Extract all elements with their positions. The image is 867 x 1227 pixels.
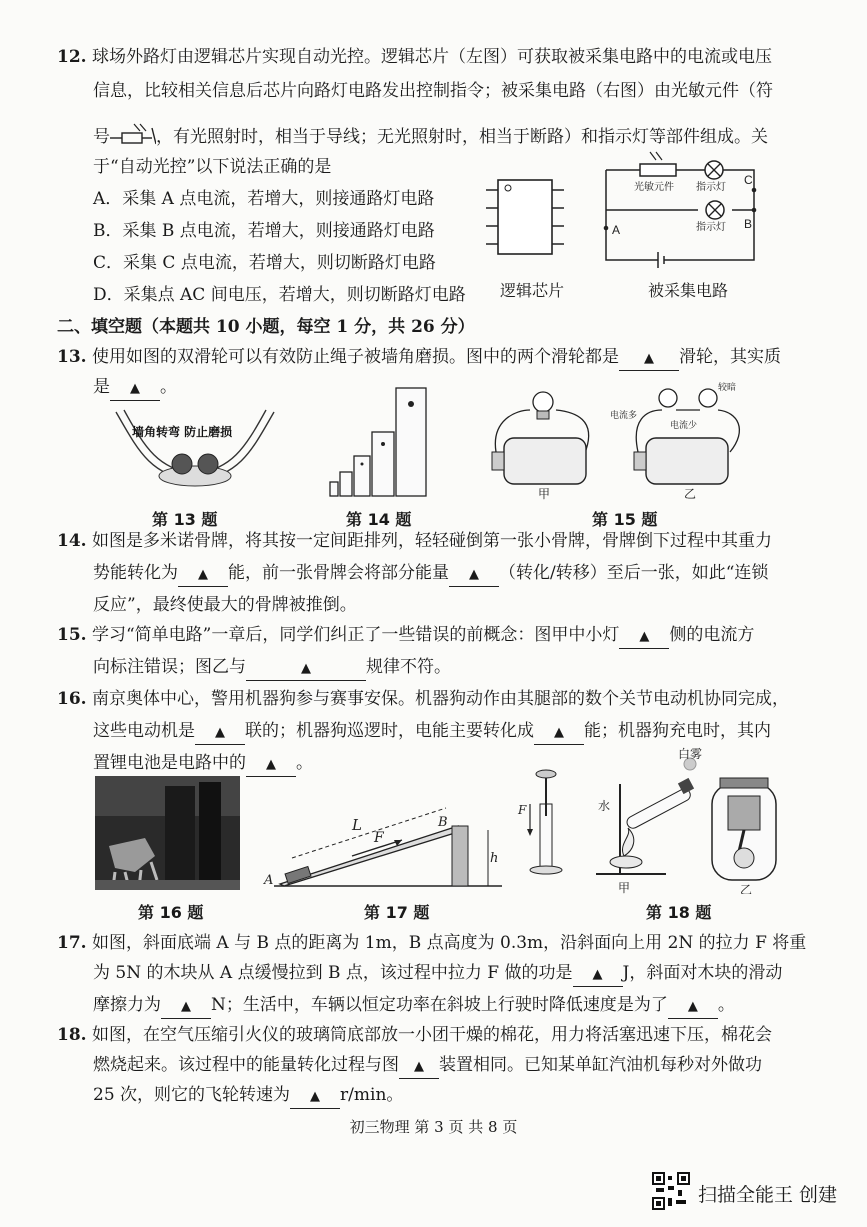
q13-text-1b: 滑轮，其实质 [678,347,781,367]
blank-mark: ▲ [181,999,191,1014]
q13-number: 13. [57,347,87,367]
q18-text-3a: 25 次，则它的飞轮转速为 [93,1085,291,1105]
q17-text-3c: 。 [717,995,735,1015]
bulb-yi-1-icon [659,389,677,407]
point-b-label: B [744,217,753,231]
label-A: A [264,873,274,888]
label-fog: 白雾 [678,747,703,761]
q12-line4: 于“自动光控”以下说法正确的是 [93,157,332,177]
q16-text-1: 南京奥体中心，警用机器狗参与赛事安保。机器狗动作由其腿部的数个关节电动机协同完成， [91,689,789,709]
q12-text-1: 球场外路灯由逻辑芯片实现自动光控。逻辑芯片（左图）可获取被采集电路中的电流或电压 [91,47,772,67]
blank-mark: ▲ [554,725,564,740]
circuit-jia [492,392,589,484]
label-h: h [490,851,499,866]
q14-text-1: 如图是多米诺骨牌，将其按一定间距排列，轻轻碰倒第一张小骨牌，骨牌倒下过程中其重力 [91,531,772,551]
energy-devices-figure [516,744,786,894]
q16-blank-2[interactable] [534,720,584,745]
q18-number: 18. [57,1025,87,1045]
q15-blank-2[interactable] [246,656,366,681]
steam-test-tube [596,747,702,894]
q18-blank-2[interactable] [290,1084,340,1109]
q15-text-2a: 向标注错误；图乙与 [93,657,246,677]
point-c-label: C [744,173,753,187]
q14-blank-2[interactable] [449,562,499,587]
qr-code-icon [652,1172,690,1210]
engine-cylinder-icon [712,778,776,894]
q13-text-1a: 使用如图的双滑轮可以有效防止绳子被墙角磨损。图中的两个滑轮都是 [91,347,619,367]
blank-mark: ▲ [592,967,603,982]
q13-line1 [57,346,781,371]
domino-figure [328,380,428,500]
q18-blank-1[interactable] [399,1054,439,1079]
q12-option-a: A．采集 A 点电流，若增大，则接通路灯电路 [93,189,435,209]
logic-chip-caption: 逻辑芯片 [500,281,565,300]
blank-mark: ▲ [639,629,650,644]
q16-text-2c: 能；机器狗充电时，其内 [584,721,771,741]
q12-text-3b: ，有光照射时，相当于导线；无光照射时，相当于断路）和指示灯等部件组成。关 [156,127,768,147]
q18-text-1: 如图，在空气压缩引火仪的玻璃筒底部放一小团干燥的棉花，用力将活塞迅速下压，棉花会 [91,1025,772,1045]
q12-number: 12. [57,47,87,67]
label-F-18: F [518,803,527,817]
caption-q18: 第 18 题 [646,903,712,922]
q13-figure-text: 墙角转弯 防止磨损 [132,425,233,439]
q18-line3 [93,1084,403,1109]
label-water: 水 [598,799,611,813]
q17-number: 17. [57,933,87,953]
q17-line3 [93,994,735,1019]
q17-line2 [93,962,782,987]
robot-dog-photo [95,776,240,890]
q14-line3: 反应”，最终使最大的骨牌被推倒。 [93,595,357,615]
q17-text-3b: N；生活中，车辆以恒定功率在斜坡上行驶时降低速度是为了 [211,995,668,1015]
q14-text-2a: 势能转化为 [93,563,178,583]
q14-blank-1[interactable] [178,562,228,587]
label-F: F [374,830,384,846]
bulb-jia-icon [533,392,553,412]
blank-mark: ▲ [469,567,479,582]
label-B: B [438,815,448,830]
q16-text-2b: 联的；机器狗巡逻时，电能主要转化成 [245,721,534,741]
q14-line2 [93,562,768,587]
q14-text-2b: 能，前一张骨牌会将部分能量 [228,563,449,583]
q12-line2: 信息，比较相关信息后芯片向路灯电路发出控制指令；被采集电路（右图）由光敏元件（符 [93,81,773,101]
q16-blank-3[interactable] [246,752,296,777]
q17-text-2b: J，斜面对木块的滑动 [622,963,783,983]
q12-option-d: D．采集点 AC 间电压，若增大，则切断路灯电路 [93,285,466,305]
indicator-lamp-1-icon [705,161,723,179]
q17-blank-2[interactable] [161,994,211,1019]
circuit-yi [610,381,739,484]
blank-mark: ▲ [266,757,276,772]
caption-q13: 第 13 题 [152,510,218,529]
q14-line1 [57,530,772,552]
flame-icon [622,828,633,856]
q17-line1 [57,932,806,954]
sampled-circuit-caption: 被采集电路 [648,281,729,300]
logic-chip-figure [480,172,570,262]
caption-q16: 第 16 题 [138,903,204,922]
q14-number: 14. [57,531,87,551]
q15-text-1b: 侧的电流方 [669,625,755,645]
q15-line2 [93,656,451,681]
q12-text-3a: 号 [93,127,110,147]
q12-line3 [93,122,768,148]
q13-line2 [93,376,177,401]
current-more-label: 电流多 [610,411,638,421]
q16-text-2a: 这些电动机是 [93,721,195,741]
point-a-label: A [612,223,621,237]
page-footer: 初三物理 第 3 页 共 8 页 [349,1118,518,1136]
q18-text-3b: r/min。 [340,1085,404,1105]
sensor-label: 光敏元件 [634,182,674,193]
lamp2-label: 指示灯 [696,222,726,233]
air-compression-igniter [517,770,562,874]
double-pulley-figure [110,404,280,499]
q13-blank-1[interactable] [619,346,679,371]
q15-blank-1[interactable] [619,624,669,649]
q13-blank-2[interactable] [110,376,160,401]
label-jia: 甲 [538,487,551,500]
q12-option-b: B．采集 B 点电流，若增大，则接通路灯电路 [93,221,435,241]
q18-text-2a: 燃烧起来。该过程中的能量转化过程与图 [93,1055,399,1075]
battery-bulb-circuits-figure [486,380,752,500]
q16-line2 [93,720,771,745]
q12-line1 [57,46,772,68]
q15-line1 [57,624,754,649]
lamp1-label: 指示灯 [696,182,726,193]
blank-mark: ▲ [643,351,654,366]
bulb-yi-2-icon [699,389,717,407]
q14-text-2c: （转化/转移）至后一张，如此“连锁 [499,563,769,583]
incline-figure [262,786,507,891]
q16-line3 [93,752,313,777]
indicator-lamp-2-icon [706,201,724,219]
q18-line1 [57,1024,772,1046]
dimmer-label: 较暗 [718,383,737,393]
blank-mark: ▲ [130,381,140,396]
current-less-label: 电流少 [670,421,698,431]
q13-text-2a: 是 [93,377,110,397]
label-jia-18: 甲 [618,881,631,894]
q17-text-1: 如图，斜面底端 A 与 B 点的距离为 1m，B 点高度为 0.3m，沿斜面向上用 2N 的拉力 F 将重 [91,933,807,953]
q16-text-3a: 置锂电池是电路中的 [93,753,246,773]
blank-mark: ▲ [414,1059,424,1074]
photoresistor-symbol-icon [110,122,156,148]
label-yi: 乙 [684,487,697,500]
q16-blank-1[interactable] [195,720,245,745]
q18-text-2b: 装置相同。已知某单缸汽油机每秒对外做功 [439,1055,762,1075]
blank-mark: ▲ [215,725,225,740]
q15-text-2b: 规律不符。 [366,657,451,677]
q15-number: 15. [57,625,87,645]
sampled-circuit-figure [598,148,778,278]
blank-mark: ▲ [198,567,208,582]
caption-q14: 第 14 题 [346,510,412,529]
q17-blank-3[interactable] [668,994,718,1019]
q18-line2 [93,1054,762,1079]
q13-text-2b: 。 [160,377,177,397]
caption-q17: 第 17 题 [364,903,430,922]
scanner-watermark: 扫描全能王 创建 [697,1184,837,1206]
q16-text-3b: 。 [296,753,313,773]
blank-mark: ▲ [301,661,311,676]
q16-number: 16. [57,689,87,709]
q17-text-2a: 为 5N 的木块从 A 点缓慢拉到 B 点，该过程中拉力 F 做的功是 [93,963,573,983]
blank-mark: ▲ [687,999,698,1014]
blank-mark: ▲ [310,1089,321,1104]
q15-text-1a: 学习“简单电路”一章后，同学们纠正了一些错误的前概念：图甲中小灯 [91,625,620,645]
q12-option-c: C．采集 C 点电流，若增大，则切断路灯电路 [93,253,436,273]
caption-q15: 第 15 题 [592,510,658,529]
section-2-title: 二、填空题（本题共 10 小题，每空 1 分，共 26 分） [57,317,475,337]
label-L: L [352,816,362,834]
q16-line1 [57,688,789,710]
q17-text-3a: 摩擦力为 [93,995,161,1015]
label-yi-18: 乙 [740,883,753,894]
q17-blank-1[interactable] [573,962,623,987]
